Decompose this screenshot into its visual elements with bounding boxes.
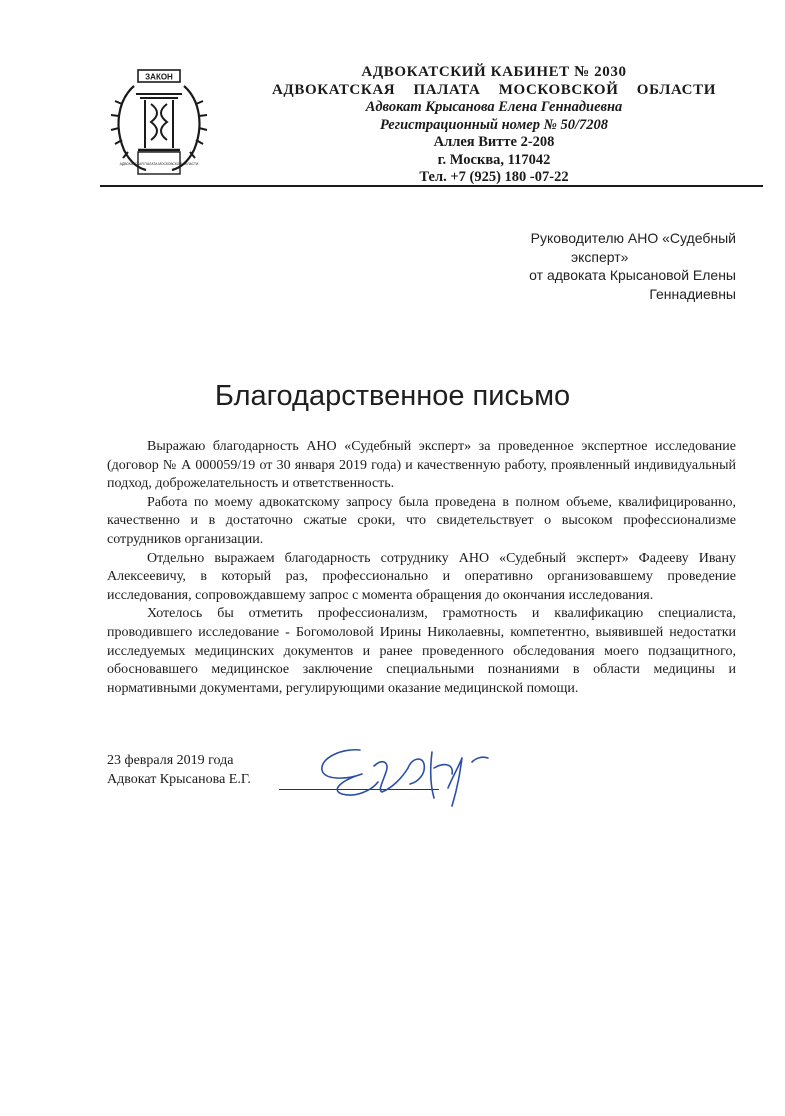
handwritten-signature bbox=[312, 728, 512, 808]
emblem-bottom-text: АДВОКАТСКАЯ ПАЛАТА МОСКОВСКОЙ ОБЛАСТИ bbox=[119, 162, 199, 166]
addressee-line-1: Руководителю АНО «Судебный bbox=[530, 230, 736, 246]
body-paragraph: Работа по моему адвокатскому запросу была проведена в полном объеме, квалифицированно, качественно и в достаточно сжатые сроки, что свидетельствует о высоком профессионализме сотрудников организации. bbox=[107, 494, 736, 547]
registration-number: Регистрационный номер № 50/7208 bbox=[379, 116, 609, 133]
office-name: АДВОКАТСКИЙ КАБИНЕТ № 2030 bbox=[361, 64, 627, 80]
emblem-top-text: ЗАКОН bbox=[145, 72, 173, 82]
lawyer-name: Адвокат Крысанова Елена Геннадиевна bbox=[365, 99, 623, 115]
body-paragraph: Отдельно выражаем благодарность сотруднику АНО «Судебный эксперт» Фадееву Ивану Алексеевичу, в который раз, профессионально и оперативно организовавшему проведение исследования, сопровождавшему запрос с момента обращения до окончания исследования. bbox=[107, 550, 736, 603]
header-divider bbox=[100, 185, 763, 187]
body-paragraph: Выражаю благодарность АНО «Судебный эксперт» за проведенное экспертное исследование (договор № А 000059/19 от 30 января 2019 года) и качественную работу, проявленный индивидуальный подход, доброжелательность и ответственность. bbox=[107, 439, 736, 492]
addressee-block bbox=[470, 229, 736, 303]
letter-date: 23 февраля 2019 года bbox=[107, 753, 234, 768]
addressee-line-4: Геннадиевны bbox=[649, 285, 736, 302]
phone-number: Тел. +7 (925) 180 -07-22 bbox=[419, 169, 569, 185]
addressee-line-2: эксперт» bbox=[571, 248, 629, 265]
letter-body bbox=[107, 438, 736, 698]
street-address: Аллея Витте 2-208 bbox=[433, 134, 555, 150]
body-paragraph: Хотелось бы отметить профессионализм, грамотность и квалификацию специалиста, проводившего исследование - Богомоловой Ирины Николаевны, компетентно, выявившей недостатки исследуемых медицинских документов и ранее проведенного обследования моего подзащитного, обосновавшего медицинское заключение специальными познаниями в области медицины и нормативными документами, регулирующими оказание медицинской помощи. bbox=[107, 606, 736, 696]
chamber-name: АДВОКАТСКАЯ ПАЛАТА МОСКОВСКОЙ ОБЛАСТИ bbox=[272, 81, 716, 98]
letter-title: Благодарственное письмо bbox=[214, 380, 571, 412]
bar-association-emblem bbox=[104, 64, 214, 176]
city-address: г. Москва, 117042 bbox=[437, 151, 551, 168]
addressee-line-3: от адвоката Крысановой Елены bbox=[529, 267, 736, 283]
signatory-name: Адвокат Крысанова Е.Г. bbox=[107, 772, 251, 787]
letterhead bbox=[230, 64, 758, 187]
